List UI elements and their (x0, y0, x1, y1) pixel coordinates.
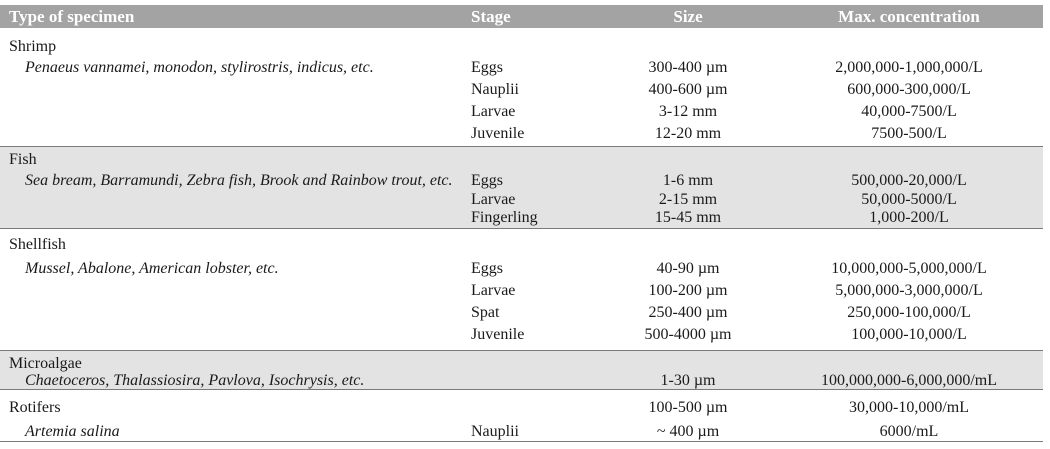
concentration-cell: 100,000,000-6,000,000/mL (821, 372, 997, 389)
concentration-cell: 100,000-10,000/L (851, 326, 967, 343)
concentration-cell: 7500-500/L (871, 125, 947, 142)
specimen-group (0, 389, 1043, 441)
group-name: Rotifers (9, 399, 61, 416)
concentration-cell: 5,000,000-3,000,000/L (835, 282, 983, 299)
column-header-size: Size (673, 7, 703, 26)
size-cell: 500-4000 µm (644, 326, 732, 343)
concentration-cell: 500,000-20,000/L (851, 172, 967, 189)
group-name: Fish (9, 151, 37, 168)
row-divider (0, 146, 1043, 147)
species-list: Penaeus vannamei, monodon, stylirostris, indicus, etc. (25, 59, 374, 76)
size-cell: 100-500 µm (648, 399, 728, 416)
group-name: Shrimp (9, 38, 57, 55)
concentration-cell: 50,000-5000/L (861, 191, 957, 208)
column-header-specimen: Type of specimen (9, 7, 135, 26)
species-list: Artemia salina (25, 423, 120, 440)
size-cell: 400-600 µm (648, 81, 728, 98)
concentration-cell: 1,000-200/L (869, 209, 949, 226)
concentration-cell: 10,000,000-5,000,000/L (831, 260, 987, 277)
concentration-cell: 2,000,000-1,000,000/L (835, 59, 983, 76)
row-divider (0, 228, 1043, 229)
size-cell: 300-400 µm (648, 59, 728, 76)
column-header-stage: Stage (471, 7, 511, 26)
size-cell: 1-6 mm (662, 172, 714, 189)
stage-cell: Nauplii (471, 81, 519, 98)
group-name: Shellfish (9, 236, 66, 253)
species-list: Chaetoceros, Thalassiosira, Pavlova, Isochrysis, etc. (25, 372, 365, 389)
stage-cell: Eggs (471, 260, 503, 277)
species-list: Mussel, Abalone, American lobster, etc. (25, 260, 279, 277)
concentration-cell: 250,000-100,000/L (847, 304, 971, 321)
size-cell: 250-400 µm (648, 304, 728, 321)
stage-cell: Larvae (471, 191, 516, 208)
specimen-group (0, 147, 1043, 228)
specimen-group (0, 351, 1043, 389)
concentration-cell: 30,000-10,000/mL (849, 399, 969, 416)
size-cell: 100-200 µm (648, 282, 728, 299)
stage-cell: Nauplii (471, 423, 519, 440)
row-divider (0, 350, 1043, 351)
size-cell: 3-12 mm (658, 103, 718, 120)
group-name: Microalgae (9, 355, 82, 372)
size-cell: ~ 400 µm (656, 423, 720, 440)
table-header (0, 5, 1043, 28)
concentration-cell: 600,000-300,000/L (847, 81, 971, 98)
column-header-concentration: Max. concentration (838, 7, 980, 26)
stage-cell: Larvae (471, 103, 516, 120)
stage-cell: Larvae (471, 282, 516, 299)
size-cell: 15-45 mm (654, 209, 722, 226)
species-list: Sea bream, Barramundi, Zebra fish, Brook and Rainbow trout, etc. (25, 172, 453, 189)
size-cell: 1-30 µm (660, 372, 716, 389)
stage-cell: Juvenile (471, 125, 525, 142)
specimen-group (0, 31, 1043, 147)
specimen-group (0, 228, 1043, 351)
stage-cell: Fingerling (471, 209, 538, 226)
size-cell: 12-20 mm (654, 125, 722, 142)
stage-cell: Juvenile (471, 326, 525, 343)
size-cell: 2-15 mm (658, 191, 718, 208)
stage-cell: Spat (471, 304, 500, 321)
concentration-cell: 40,000-7500/L (861, 103, 957, 120)
stage-cell: Eggs (471, 172, 503, 189)
concentration-cell: 6000/mL (879, 423, 939, 440)
row-divider (0, 441, 1043, 442)
row-divider (0, 389, 1043, 390)
size-cell: 40-90 µm (656, 260, 720, 277)
stage-cell: Eggs (471, 59, 503, 76)
